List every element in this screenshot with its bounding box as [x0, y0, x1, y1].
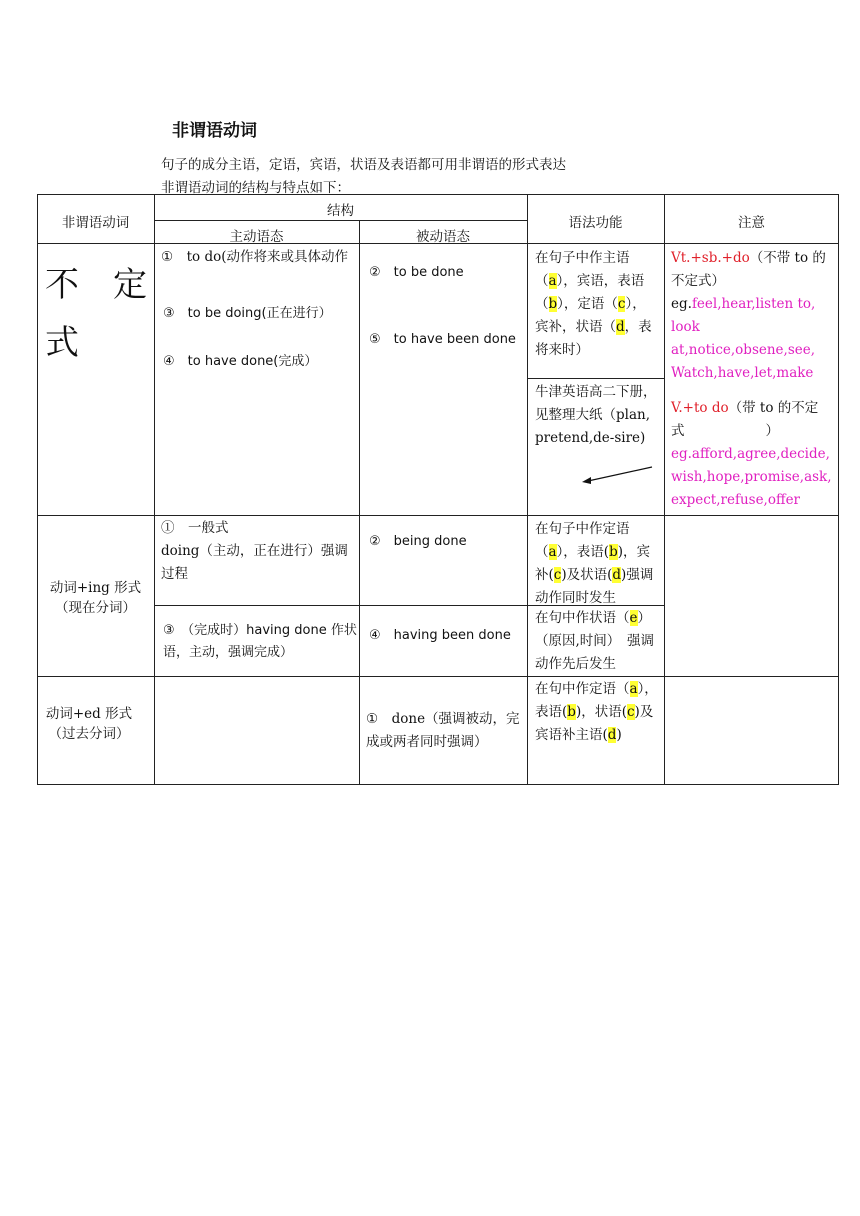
ing-passive-2: ④ having been done: [369, 628, 511, 643]
table-rule: [527, 194, 528, 785]
ing-label: 动词+ing 形式 （现在分词）: [49, 580, 142, 616]
header-note: 注意: [738, 215, 765, 231]
ed-label: 动词+ed 形式 （过去分词）: [45, 706, 133, 742]
ed-passive: ① done（强调被动，完成或两者同时强调）: [366, 711, 520, 750]
infinitive-active-1: ① to do(动作将来或具体动作: [161, 249, 348, 265]
infinitive-passive-2: ⑤ to have been done: [369, 332, 516, 347]
arrow-icon: [578, 462, 658, 486]
infinitive-active-2: ③ to be doing(正在进行）: [163, 306, 332, 321]
header-function: 语法功能: [568, 215, 623, 231]
table-rule: [154, 220, 527, 221]
table-rule: [37, 676, 839, 677]
infinitive-passive-1: ② to be done: [369, 265, 464, 280]
note-vt-pattern: Vt.+sb.+do: [671, 250, 750, 266]
note-v-pattern: V.+to do: [671, 400, 729, 416]
page-title: 非谓语动词: [172, 121, 257, 141]
intro-line-1: 句子的成分主语，定语，宾语，状语及表语都可用非谓语的形式表达: [161, 157, 566, 173]
header-nonfinite: 非谓语动词: [61, 215, 130, 231]
table-rule: [37, 515, 839, 516]
infinitive-function-1: 在句子中作主语（a），宾语，表语（b），定语（c），宾补，状语（d，表将来时）: [535, 250, 652, 358]
table-rule: [664, 194, 665, 785]
infinitive-active-3: ④ to have done(完成）: [163, 354, 318, 369]
intro-line-2: 非谓语动词的结构与特点如下：: [161, 180, 350, 196]
table-rule: [527, 378, 664, 379]
infinitive-label: 不 定 式: [45, 265, 181, 363]
table-rule: [359, 220, 360, 785]
ing-active-2: ③ （完成时）having done 作状语，主动，强调完成）: [163, 623, 357, 660]
header-structure: 结构: [327, 203, 354, 219]
ing-function-2: 在句中作状语（e）（原因,时间） 强调动作先后发生: [535, 610, 655, 672]
header-active: 主动语态: [229, 229, 284, 245]
ed-function: 在句中作定语（a），表语(b)，状语(c)及宾语补主语(d): [535, 681, 658, 743]
ing-passive-1: ② being done: [369, 534, 467, 549]
ing-active-1: ① 一般式 doing（主动，正在进行）强调过程: [161, 520, 348, 582]
header-passive: 被动语态: [416, 229, 470, 245]
infinitive-note: Vt.+sb.+do（不带 to 的不定式） eg.feel,hear,listen to, look at,notice,obsene,see, Watch,have,let,make V.+to do（带 to 的不定式 ） eg.afford,agree,decide, wish,hope,promise,ask, expect,refuse,offer: [671, 250, 832, 508]
infinitive-function-2: 牛津英语高二下册，见整理大纸（plan,pretend,de-sire): [535, 384, 657, 446]
ing-function-1: 在句子中作定语（a），表语(b)，宾补(c)及状语(d)强调动作同时发生: [535, 521, 654, 606]
